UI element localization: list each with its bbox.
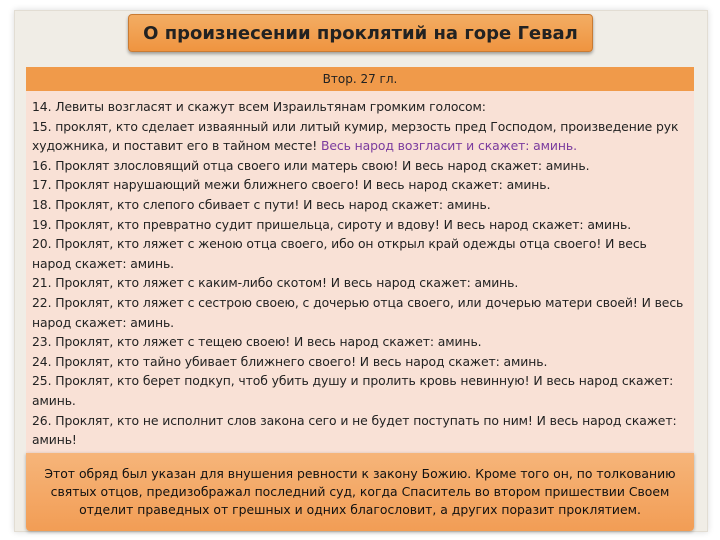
verse-21: 21. Проклят, кто ляжет с каким-либо скотом! И весь народ скажет: аминь. [32,275,519,291]
verse-14: 14. Левиты возгласят и скажут всем Израильтянам громким голосом: [32,99,486,114]
verse-25: 25. Проклят, кто берет подкуп, чтоб убить душу и пролить кровь невинную! И весь народ скажет: аминь. [32,373,674,408]
verses-panel [26,91,694,453]
verse-22: 22. Проклят, кто ляжет с сестрою своею, с дочерью отца своего, или дочерью матери своей! И весь народ скажет: аминь. [32,294,684,330]
verse-23: 23. Проклят, кто ляжет с тещею своею! И весь народ скажет: аминь. [32,334,482,350]
verse-16: 16. Проклят злословящий отца своего или матерь свою! И весь народ скажет: аминь. [32,157,590,173]
verses-list [32,97,688,450]
summary-box [26,453,694,531]
verse-26: 26. Проклят, кто не исполнит слов закона сего и не будет поступать по ним! И весь народ скажет: аминь! [32,412,677,448]
verse-15 [32,117,688,156]
verse-24: 24. Проклят, кто тайно убивает ближнего своего! И весь народ скажет: аминь. [32,353,548,369]
verse-18: 18. Проклят, кто слепого сбивает с пути! И весь народ скажет: аминь. [32,196,491,212]
verse-19: 19. Проклят, кто превратно судит пришельца, сироту и вдову! И весь народ скажет: аминь. [32,216,632,232]
chapter-header: Втор. 27 гл. [26,67,694,91]
slide-title: О произнесении проклятий на горе Гевал [128,14,593,52]
verse-15-response: Весь народ возгласит и скажет: аминь. [317,138,577,154]
verse-20: 20. Проклят, кто ляжет с женою отца своего, ибо он открыл край одежды отца своего! И весь народ скажет: аминь. [32,236,647,271]
summary-text: Этот обряд был указан для внушения ревности к закону Божию. Кроме того он, по толкованию святых отцов, предизображал последний суд, когда Спаситель во втором пришествии Своем отделит праведных от грешных и одних благословит, а других поразит проклятием. [44,466,676,517]
verse-17: 17. Проклят нарушающий межи ближнего своего! И весь народ скажет: аминь. [32,177,551,193]
verse-15-text: 15. проклят, кто сделает изваянный или литый кумир, мерзость пред Господом, произведение рук художника, и поставит его в тайном месте! [32,118,679,154]
